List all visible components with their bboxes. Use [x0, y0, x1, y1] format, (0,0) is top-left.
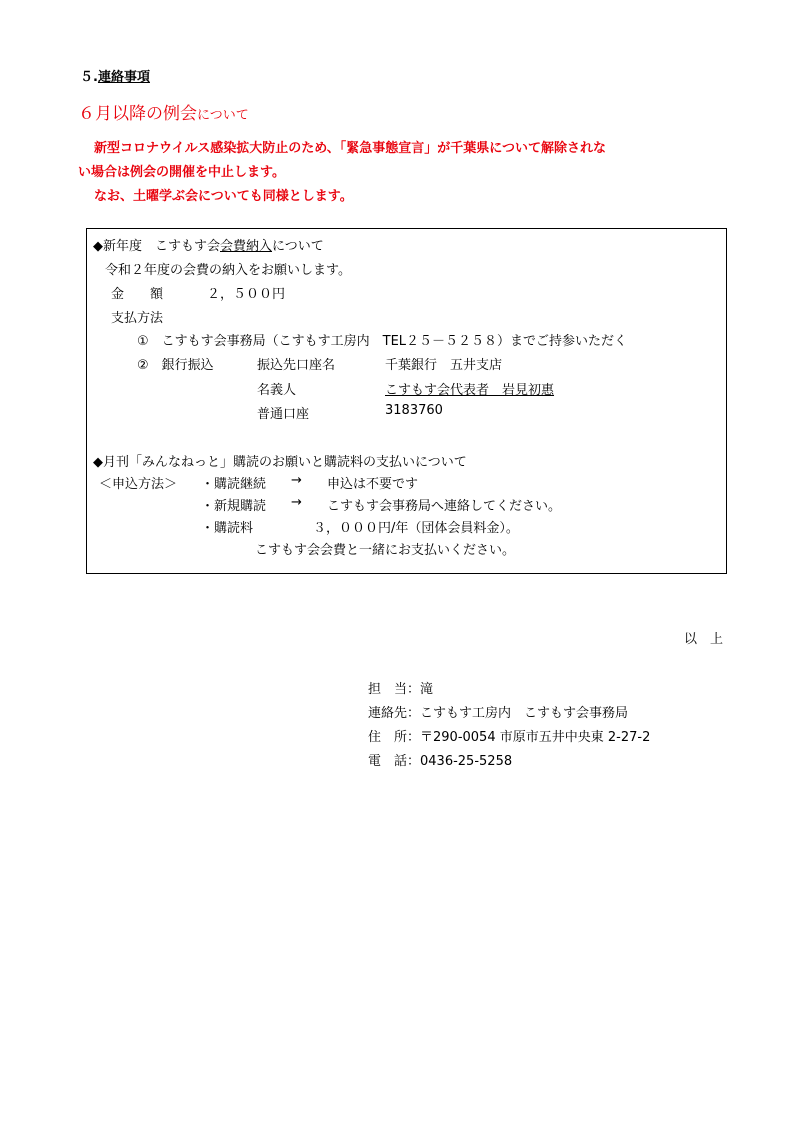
arrow-icon: →	[291, 473, 302, 488]
membership-request: 令和２年度の会費の納入をお願いします。	[105, 263, 351, 278]
contact-label: 電 話：	[368, 754, 421, 769]
bank-row-value: 3183760	[385, 403, 443, 418]
contact-value: 0436-25-5258	[420, 754, 513, 769]
fee-note: こすもす会会費と一緒にお支払いください。	[255, 543, 516, 558]
contact-row	[368, 726, 650, 745]
subscription-item-text: こすもす会事務局へ連絡してください。	[327, 499, 562, 514]
page-title-main: ６月以降の例会	[78, 104, 197, 124]
page-title-suffix: について	[197, 108, 249, 123]
contact-row	[368, 702, 628, 721]
bank-row-label: 振込先口座名	[257, 358, 336, 373]
arrow-icon: →	[291, 495, 302, 510]
closing-mark: 以 上	[684, 632, 724, 647]
subscription-item-label: ・新規購読	[201, 499, 267, 514]
payment-method-1: ① こすもす会事務局（こすもす工房内 TEL２５－５２５８）までご持参いただく	[137, 334, 628, 349]
bank-row-value: こすもす会代表者 岩見初惠	[385, 383, 555, 398]
bank-row-label: 普通口座	[257, 407, 310, 422]
subscription-item-label: ・購読継続	[201, 477, 267, 492]
payment-label: 支払方法	[111, 311, 164, 326]
section-number: ５.	[80, 70, 98, 85]
contact-value: こすもす工房内 こすもす会事務局	[420, 706, 629, 721]
amount-value: ２，５００円	[207, 287, 286, 302]
notice-line-1: 新型コロナウイルス感染拡大防止のため、「緊急事態宣言」が千葉県について解除されな	[94, 141, 606, 156]
subscription-item-text: 申込は不要です	[327, 477, 419, 492]
membership-title-prefix: ◆新年度 こすもす会	[93, 239, 220, 254]
contact-value: 滝	[420, 682, 434, 697]
section-title: 連絡事項	[97, 70, 150, 85]
membership-title-underlined: 会費納入	[220, 239, 273, 254]
notice-line-2: い場合は例会の開催を中止します。	[78, 165, 285, 180]
subscription-method-label: ＜申込方法＞	[99, 477, 178, 492]
fee-label: ・購読料	[201, 521, 254, 536]
contact-row	[368, 750, 512, 769]
amount-label: 金 額	[111, 287, 164, 302]
info-box	[86, 228, 727, 574]
membership-title-suffix: について	[272, 239, 324, 254]
contact-row	[368, 678, 433, 697]
contact-label: 住 所：	[368, 730, 421, 745]
fee-value: ３，０００円/年（団体会員料金）。	[313, 521, 519, 536]
membership-title	[93, 235, 324, 254]
bank-row-label: 名義人	[257, 383, 297, 398]
notice-line-3: なお、土曜学ぶ会についても同様とします。	[94, 189, 353, 204]
page-title	[78, 99, 249, 124]
payment-method-2-label: ② 銀行振込	[137, 358, 214, 373]
section-heading	[80, 66, 150, 85]
subscription-title: ◆月刊「みんなねっと」購読のお願いと購読料の支払いについて	[93, 455, 467, 470]
contact-label: 連絡先：	[368, 706, 421, 721]
bank-row-value: 千葉銀行 五井支店	[385, 358, 503, 373]
contact-label: 担 当：	[368, 682, 421, 697]
contact-value: 〒290-0054 市原市五井中央東 2-27-2	[420, 730, 651, 745]
